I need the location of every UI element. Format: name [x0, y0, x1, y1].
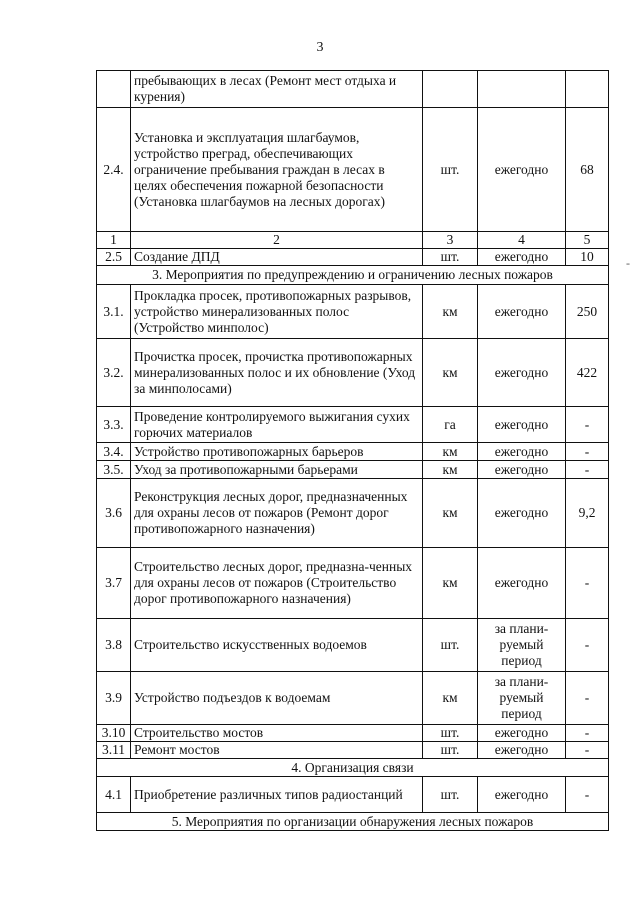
column-header: 1 — [97, 232, 131, 249]
measure-name: Проведение контролируемого выжигания сухих горючих материалов — [131, 407, 423, 443]
table-row — [97, 108, 609, 232]
column-header: 5 — [566, 232, 609, 249]
margin-mark: - — [626, 256, 630, 270]
period-cell: за плани-руемый период — [478, 619, 566, 672]
table-row — [97, 407, 609, 443]
measure-name: Уход за противопожарными барьерами — [131, 461, 423, 479]
section-heading: 4. Организация связи — [97, 759, 609, 777]
value-cell: - — [566, 672, 609, 725]
row-number: 3.7 — [97, 548, 131, 619]
column-header: 4 — [478, 232, 566, 249]
measure-name: Устройство подъездов к водоемам — [131, 672, 423, 725]
row-number: 3.11 — [97, 742, 131, 759]
period-cell: ежегодно — [478, 777, 566, 813]
table-row — [97, 285, 609, 339]
table-row — [97, 249, 609, 266]
row-number: 3.9 — [97, 672, 131, 725]
value-cell: 250 — [566, 285, 609, 339]
period-cell: ежегодно — [478, 108, 566, 232]
table-row — [97, 725, 609, 742]
table-row — [97, 777, 609, 813]
unit-cell: км — [423, 339, 478, 407]
row-number: 3.8 — [97, 619, 131, 672]
measure-name: Прокладка просек, противопожарных разрывов, устройство минерализованных полос (Устройство минполос) — [131, 285, 423, 339]
row-number: 2.4. — [97, 108, 131, 232]
period-cell: ежегодно — [478, 725, 566, 742]
section-heading-row — [97, 266, 609, 285]
value-cell — [566, 71, 609, 108]
row-number: 3.6 — [97, 479, 131, 548]
unit-cell: шт. — [423, 249, 478, 266]
unit-cell — [423, 71, 478, 108]
period-cell: за плани-руемый период — [478, 672, 566, 725]
measure-name: Установка и эксплуатация шлагбаумов, устройство преград, обеспечивающих ограничение пребывания граждан в лесах в целях обеспечения пожарной безопасности (Установка шлагбаумов на лесных дорогах) — [131, 108, 423, 232]
value-cell: 68 — [566, 108, 609, 232]
period-cell: ежегодно — [478, 339, 566, 407]
value-cell: 10 — [566, 249, 609, 266]
table-row — [97, 339, 609, 407]
column-header-row — [97, 232, 609, 249]
measure-name: Строительство искусственных водоемов — [131, 619, 423, 672]
value-cell: - — [566, 443, 609, 461]
unit-cell: шт. — [423, 742, 478, 759]
unit-cell: км — [423, 443, 478, 461]
measure-name: Приобретение различных типов радиостанций — [131, 777, 423, 813]
table-row — [97, 461, 609, 479]
column-header: 2 — [131, 232, 423, 249]
row-number: 3.4. — [97, 443, 131, 461]
row-number: 3.3. — [97, 407, 131, 443]
value-cell: 9,2 — [566, 479, 609, 548]
row-number: 2.5 — [97, 249, 131, 266]
table-row — [97, 672, 609, 725]
period-cell: ежегодно — [478, 285, 566, 339]
table-row — [97, 479, 609, 548]
unit-cell: км — [423, 461, 478, 479]
period-cell — [478, 71, 566, 108]
row-number: 3.1. — [97, 285, 131, 339]
value-cell: - — [566, 548, 609, 619]
measure-name: Реконструкция лесных дорог, предназначенных для охраны лесов от пожаров (Ремонт дорог противопожарного назначения) — [131, 479, 423, 548]
table-row — [97, 443, 609, 461]
value-cell: - — [566, 777, 609, 813]
section-heading: 5. Мероприятия по организации обнаружения лесных пожаров — [97, 813, 609, 831]
measure-name: Устройство противопожарных барьеров — [131, 443, 423, 461]
fire-measures-table — [96, 70, 609, 831]
value-cell: - — [566, 461, 609, 479]
row-number: 3.10 — [97, 725, 131, 742]
row-number: 3.2. — [97, 339, 131, 407]
table-row — [97, 619, 609, 672]
unit-cell: шт. — [423, 777, 478, 813]
measure-name: Строительство лесных дорог, предназна-ченных для охраны лесов от пожаров (Строительство дорог противопожарного назначения) — [131, 548, 423, 619]
value-cell: - — [566, 619, 609, 672]
period-cell: ежегодно — [478, 443, 566, 461]
value-cell: 422 — [566, 339, 609, 407]
unit-cell: км — [423, 548, 478, 619]
row-number — [97, 71, 131, 108]
period-cell: ежегодно — [478, 249, 566, 266]
measure-name: Строительство мостов — [131, 725, 423, 742]
period-cell: ежегодно — [478, 548, 566, 619]
unit-cell: км — [423, 285, 478, 339]
table-row — [97, 71, 609, 108]
period-cell: ежегодно — [478, 742, 566, 759]
measure-name: Прочистка просек, прочистка противопожарных минерализованных полос и их обновление (Уход за минполосами) — [131, 339, 423, 407]
section-heading-row — [97, 759, 609, 777]
value-cell: - — [566, 742, 609, 759]
value-cell: - — [566, 725, 609, 742]
period-cell: ежегодно — [478, 461, 566, 479]
section-heading-row — [97, 813, 609, 831]
unit-cell: шт. — [423, 619, 478, 672]
unit-cell: шт. — [423, 725, 478, 742]
measure-name: Создание ДПД — [131, 249, 423, 266]
table-row — [97, 548, 609, 619]
unit-cell: км — [423, 479, 478, 548]
period-cell: ежегодно — [478, 407, 566, 443]
unit-cell: шт. — [423, 108, 478, 232]
table-row — [97, 742, 609, 759]
page-number: 3 — [316, 40, 324, 55]
row-number: 4.1 — [97, 777, 131, 813]
section-heading: 3. Мероприятия по предупреждению и ограничению лесных пожаров — [97, 266, 609, 285]
measure-name: пребывающих в лесах (Ремонт мест отдыха и курения) — [131, 71, 423, 108]
unit-cell: км — [423, 672, 478, 725]
row-number: 3.5. — [97, 461, 131, 479]
column-header: 3 — [423, 232, 478, 249]
measure-name: Ремонт мостов — [131, 742, 423, 759]
unit-cell: га — [423, 407, 478, 443]
value-cell: - — [566, 407, 609, 443]
period-cell: ежегодно — [478, 479, 566, 548]
